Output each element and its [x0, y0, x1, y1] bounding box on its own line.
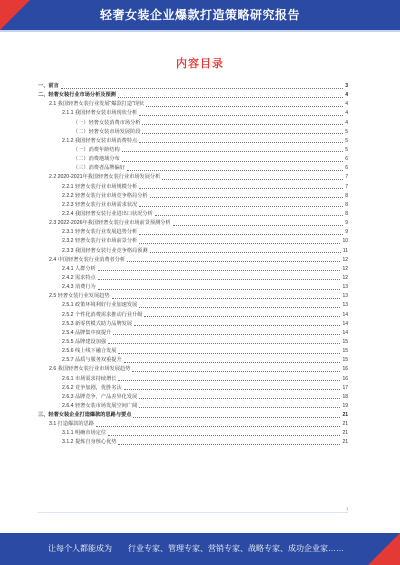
toc-leader-dots: [155, 215, 343, 216]
toc-entry[interactable]: [0, 219, 400, 228]
toc-entry-page: 7: [345, 183, 348, 190]
toc-entry-page: 14: [342, 311, 348, 318]
toc-entry[interactable]: [0, 183, 400, 192]
toc-entry-page: 8: [345, 201, 348, 208]
toc-entry[interactable]: [0, 119, 400, 128]
toc-entry[interactable]: [0, 429, 400, 438]
toc-entry-page: 3: [345, 83, 348, 89]
toc-leader-dots: [113, 334, 340, 335]
toc-entry[interactable]: [0, 338, 400, 347]
toc-entry[interactable]: [0, 155, 400, 164]
toc-entry-page: 21: [342, 430, 348, 437]
toc-leader-dots: [139, 142, 343, 143]
toc-entry-label: 2.5.4 品牌集中度提升: [62, 329, 112, 336]
toc-entry-page: 6: [345, 156, 348, 163]
toc-entry[interactable]: [0, 411, 400, 420]
toc-entry[interactable]: [0, 164, 400, 173]
report-header: [0, 0, 400, 30]
toc-leader-dots: [108, 343, 340, 344]
toc-leader-dots: [124, 389, 340, 390]
toc-entry[interactable]: [0, 329, 400, 338]
toc-entry-page: 13: [342, 284, 348, 291]
toc-entry[interactable]: [0, 274, 400, 283]
toc-entry[interactable]: [0, 301, 400, 310]
toc-entry[interactable]: [0, 393, 400, 402]
toc-entry-label: 2.3.2 轻奢女装行业市场前景分析: [62, 238, 138, 245]
toc-entry-page: 5: [345, 146, 348, 153]
toc-entry-page: 18: [342, 393, 348, 400]
toc-leader-dots: [139, 115, 343, 116]
toc-entry-page: 19: [342, 402, 348, 409]
toc-leader-dots: [133, 417, 340, 418]
footer-divider: [38, 512, 348, 513]
toc-entry[interactable]: [0, 210, 400, 219]
toc-entry-label: 2.5.3 新零售模式助力品牌发展: [62, 320, 133, 327]
toc-entry-label: 2.5.7 品质与服务双重提升: [62, 357, 122, 364]
toc-entry-label: 3.1.2 提炼自身核心优势: [62, 439, 117, 446]
toc-entry-page: 15: [342, 348, 348, 355]
toc-leader-dots: [139, 407, 340, 408]
toc-leader-dots: [150, 252, 341, 253]
toc-entry-label: 2.3.1 轻奢女装行业发展趋势分析: [62, 229, 138, 236]
toc-entry[interactable]: [0, 256, 400, 265]
toc-entry-label: 2.4.2 需求特点: [62, 274, 96, 281]
toc-entry-label: 三、轻奢女装企业打造爆款的思路与要点: [38, 412, 132, 419]
toc-entry[interactable]: [0, 265, 400, 274]
toc-entry-page: 12: [342, 274, 348, 281]
toc-leader-dots: [122, 161, 343, 162]
toc-entry-label: （一）轻奢女装消费市场分析: [73, 119, 141, 126]
toc-leader-dots: [112, 298, 340, 299]
toc-entry-label: 2.1.1 我国轻奢女装市场现状分析: [62, 110, 138, 117]
toc-leader-dots: [127, 170, 343, 171]
toc-entry[interactable]: [0, 311, 400, 320]
toc-entry-page: 21: [342, 421, 348, 428]
toc-leader-dots: [61, 88, 343, 89]
toc-entry[interactable]: [0, 384, 400, 393]
toc-entry-page: 8: [345, 192, 348, 199]
toc-entry-label: 2.6 我国轻奢女装行业市场发展趋势: [49, 366, 131, 373]
toc-entry[interactable]: [0, 402, 400, 411]
page-number: 1: [346, 506, 349, 511]
toc-leader-dots: [142, 124, 343, 125]
toc-entry-label: 2.2.1 轻奢女装行业市场规模分析: [62, 183, 138, 190]
toc-entry-label: 二、轻奢女装行业市场分析及预测: [38, 92, 116, 99]
toc-entry[interactable]: [0, 173, 400, 182]
toc-entry-page: 4: [345, 101, 348, 108]
footer-slogan-left: 让每个人都能成为: [48, 544, 112, 553]
toc-entry-label: 2.2.4 我国轻奢女装行业进出口状况分析: [62, 210, 153, 217]
toc-leader-dots: [142, 133, 343, 134]
toc-entry-label: 2.5.6 线上线下融合发展: [62, 348, 117, 355]
toc-entry-label: 2.5 轻奢女装行业发展趋势: [49, 293, 110, 300]
toc-entry-page: 11: [342, 247, 348, 254]
toc-entry[interactable]: [0, 82, 400, 91]
toc-entry-page: 10: [342, 238, 348, 245]
toc-leader-dots: [98, 279, 340, 280]
toc-entry-page: 4: [345, 110, 348, 117]
table-of-contents: [0, 82, 400, 448]
toc-entry[interactable]: [0, 128, 400, 137]
report-title: 轻奢女装企业爆款打造策略研究报告: [99, 8, 300, 22]
toc-entry-page: 12: [342, 265, 348, 272]
toc-leader-dots: [132, 371, 340, 372]
toc-entry-page: 16: [342, 366, 348, 373]
toc-entry[interactable]: [0, 283, 400, 292]
toc-entry-page: 13: [342, 302, 348, 309]
toc-leader-dots: [124, 362, 340, 363]
toc-entry[interactable]: [0, 201, 400, 210]
toc-entry-page: 4: [345, 92, 348, 99]
toc-entry-page: 9: [345, 220, 348, 227]
toc-entry-label: 2.6.3 品牌竞争，产品差异化发展: [62, 393, 138, 400]
toc-entry-page: 7: [345, 174, 348, 181]
toc-entry[interactable]: [0, 365, 400, 374]
toc-leader-dots: [150, 197, 343, 198]
toc-entry-label: （二）轻奢女装市场发展阶段: [73, 128, 141, 135]
toc-leader-dots: [98, 289, 340, 290]
toc-entry-label: 2.5.5 品牌建设加强: [62, 338, 107, 345]
toc-entry-page: 4: [345, 119, 348, 126]
toc-entry[interactable]: [0, 192, 400, 201]
toc-leader-dots: [139, 307, 340, 308]
toc-entry-label: 一、前言: [38, 83, 59, 89]
header-divider: [0, 30, 400, 32]
toc-entry-page: 21: [342, 439, 348, 446]
toc-entry-label: 2.6.4 轻奢女装市场发展空间广阔: [62, 402, 138, 409]
toc-leader-dots: [139, 234, 343, 235]
toc-entry[interactable]: [0, 237, 400, 246]
footer-slogan-right: 行业专家、管理专家、营销专家、战略专家、成功企业家……: [128, 544, 344, 553]
toc-entry-label: 3.1 打造爆款的思路: [49, 421, 94, 428]
toc-entry-label: 2.2.3 轻奢女装行业市场需求状况: [62, 201, 138, 208]
toc-entry-page: 9: [345, 229, 348, 236]
toc-entry-label: 2.2.2 轻奢女装行业市场竞争格局分析: [62, 192, 148, 199]
toc-leader-dots: [98, 270, 340, 271]
toc-entry-page: 5: [345, 128, 348, 135]
toc-entry[interactable]: [0, 375, 400, 384]
toc-leader-dots: [134, 325, 340, 326]
toc-title: 内容目录: [176, 58, 224, 70]
toc-entry-label: （一）消费年龄结构: [73, 146, 120, 153]
toc-leader-dots: [108, 435, 340, 436]
footer-red-corner: [368, 533, 400, 565]
toc-entry[interactable]: [0, 420, 400, 429]
toc-entry-page: 14: [342, 329, 348, 336]
toc-leader-dots: [139, 243, 340, 244]
toc-leader-dots: [118, 444, 340, 445]
toc-entry-label: （二）消费地域分布: [73, 156, 120, 163]
toc-entry[interactable]: [0, 292, 400, 301]
toc-entry-label: 2.5.2 个性化消费需求推动行业升级: [62, 311, 143, 318]
toc-leader-dots: [118, 353, 340, 354]
toc-entry-label: 2.4.3 消费行为: [62, 284, 96, 291]
toc-leader-dots: [162, 179, 343, 180]
toc-entry-page: 5: [345, 137, 348, 144]
toc-leader-dots: [118, 97, 343, 98]
toc-entry-label: 2.2 2020-2021年我国轻奢女装行业市场发展分析: [49, 174, 161, 181]
toc-entry-page: 15: [342, 338, 348, 345]
toc-entry[interactable]: [0, 91, 400, 100]
toc-entry[interactable]: [0, 438, 400, 447]
toc-leader-dots: [139, 398, 340, 399]
toc-leader-dots: [144, 316, 340, 317]
report-footer: [0, 533, 400, 565]
toc-leader-dots: [96, 426, 340, 427]
toc-entry[interactable]: [0, 247, 400, 256]
toc-entry[interactable]: [0, 320, 400, 329]
toc-entry[interactable]: [0, 100, 400, 109]
toc-leader-dots: [122, 151, 343, 152]
toc-entry-label: 3.1.1 明确市场定位: [62, 430, 107, 437]
toc-entry-page: 8: [345, 210, 348, 217]
toc-entry-label: 2.4.1 人群分析: [62, 265, 96, 272]
toc-leader-dots: [146, 106, 343, 107]
toc-entry[interactable]: [0, 347, 400, 356]
toc-entry[interactable]: [0, 146, 400, 155]
toc-leader-dots: [118, 380, 340, 381]
toc-entry[interactable]: [0, 109, 400, 118]
toc-entry[interactable]: [0, 137, 400, 146]
toc-entry-label: 2.3.3 我国轻奢女装行业竞争格局预测: [62, 247, 148, 254]
toc-entry[interactable]: [0, 356, 400, 365]
toc-entry-page: 14: [342, 320, 348, 327]
toc-entry-page: 13: [342, 293, 348, 300]
toc-leader-dots: [139, 188, 343, 189]
toc-entry-label: 2.4 中国轻奢女装行业消费者分析: [49, 256, 126, 263]
toc-entry-label: 2.6.1 市场需求持续增长: [62, 375, 117, 382]
toc-entry-label: （三）消费者品牌偏好: [73, 165, 125, 172]
toc-leader-dots: [127, 261, 340, 262]
toc-leader-dots: [139, 206, 343, 207]
toc-entry-label: 2.6.2 竞争加剧，优胜劣汰: [62, 384, 122, 391]
toc-entry-label: 2.1 我国轻奢女装行业发展“爆款打造”现状: [49, 101, 145, 108]
toc-entry-page: 21: [342, 412, 348, 419]
toc-entry-label: 2.1.2 我国轻奢女装市场消费特点: [62, 137, 138, 144]
toc-entry-label: 2.5.1 政策环境利好行业加速发展: [62, 302, 138, 309]
toc-entry-page: 17: [342, 384, 348, 391]
toc-entry-page: 15: [342, 357, 348, 364]
toc-entry[interactable]: [0, 228, 400, 237]
toc-leader-dots: [173, 225, 343, 226]
toc-entry-page: 6: [345, 165, 348, 172]
toc-entry-page: 16: [342, 375, 348, 382]
toc-entry-page: 12: [342, 256, 348, 263]
toc-entry-label: 2.3 2022-2026年我国轻奢女装行业市场前景预测分析: [49, 220, 171, 227]
